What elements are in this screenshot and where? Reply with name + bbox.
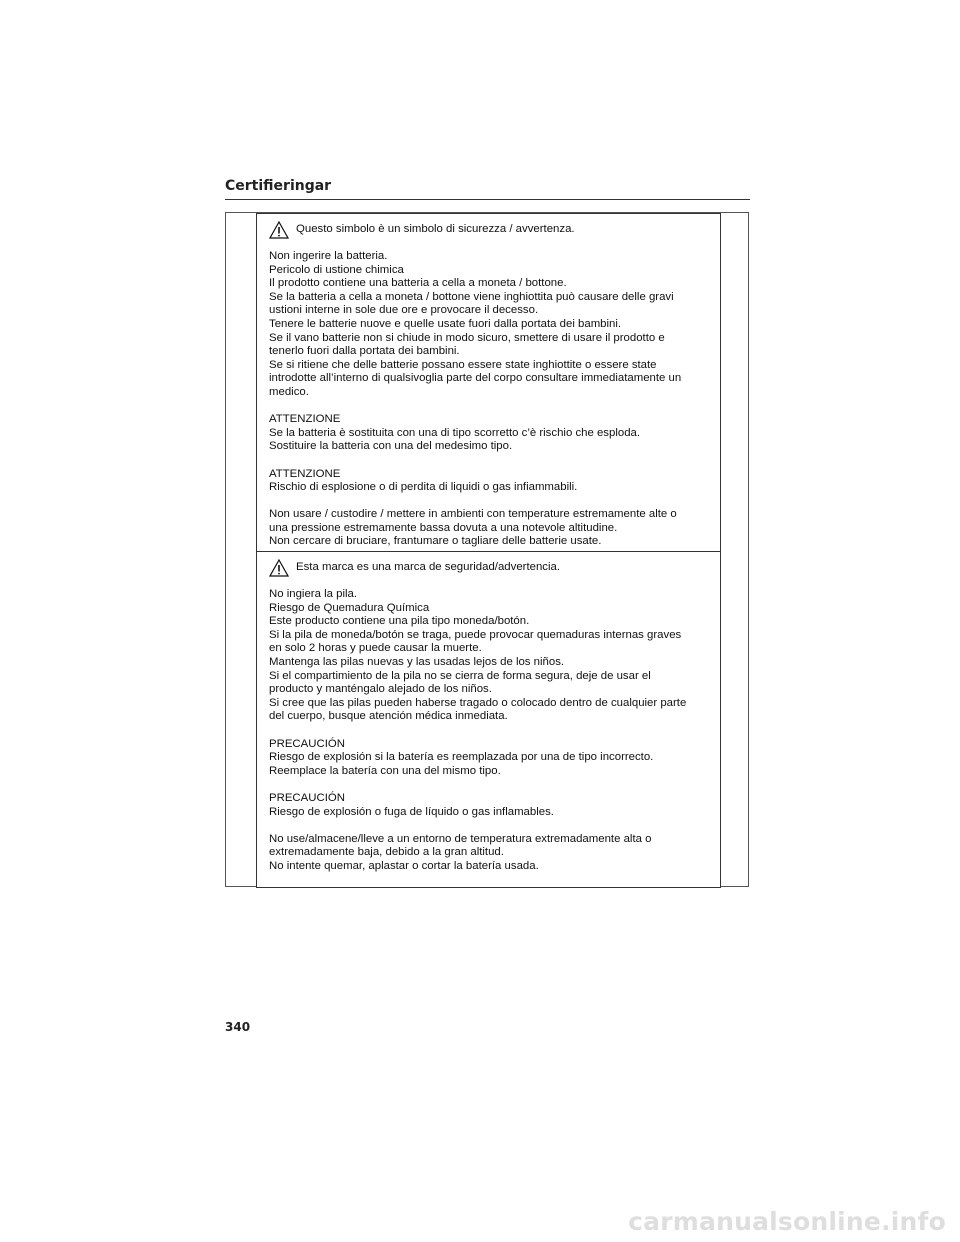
paragraph [269, 833, 712, 874]
text-line: Mantenga las pilas nuevas y las usadas lejos de los niños. [269, 655, 565, 668]
text-line: Non usare / custodire / mettere in ambienti con temperature estremamente alte o [269, 508, 677, 521]
text-line: ustioni interne in sole due ore e provocare il decesso. [269, 304, 539, 317]
text-line: producto y manténgalo alejado de los niños. [269, 683, 492, 696]
text-line: Se la batteria a cella a moneta / bottone viene inghiottita può causare delle gravi [269, 290, 674, 303]
text-line: Non cercare di bruciare, frantumare o tagliare delle batterie usate. [269, 535, 602, 548]
text-line: Si la pila de moneda/botón se traga, puede provocar quemaduras internas graves [269, 628, 682, 641]
watermark: carmanualsonline.info [628, 1207, 946, 1236]
text-line: del cuerpo, busque atención médica inmediata. [269, 710, 508, 723]
text-line: Reemplace la batería con una del mismo tipo. [269, 764, 501, 777]
text-line: PRECAUCIÓN [269, 737, 345, 750]
text-line: No ingiera la pila. [269, 588, 358, 600]
safety-warning-table [256, 213, 721, 888]
text-line: medico. [269, 385, 309, 398]
text-line: Se il vano batterie non si chiude in modo sicuro, smettere di usare il prodotto e [269, 331, 665, 344]
paragraph [269, 738, 712, 779]
page-title: Certifieringar [225, 178, 332, 194]
text-line: Riesgo de explosión o fuga de líquido o gas inflamables. [269, 805, 554, 818]
text-line: una pressione estremamente bassa dovuta a una notevole altitudine. [269, 521, 618, 534]
text-line: Tenere le batterie nuove e quelle usate fuori dalla portata dei bambini. [269, 317, 622, 330]
text-line: Se si ritiene che delle batterie possano essere state inghiottite o essere state [269, 358, 657, 371]
text-line: Riesgo de explosión si la batería es reemplazada por una de tipo incorrecto. [269, 751, 654, 764]
text-line: introdotte all’interno di qualsivoglia parte del corpo consultare immediatamente un [269, 372, 682, 385]
text-line: tenerlo fuori dalla portata dei bambini. [269, 345, 460, 358]
italian-warning-section [257, 214, 720, 552]
spanish-warning-section [257, 552, 720, 888]
text-line: Rischio di esplosione o di perdita di liquidi o gas infiammabili. [269, 481, 578, 494]
text-line: No intente quemar, aplastar o cortar la batería usada. [269, 859, 539, 872]
text-line: Pericolo di ustione chimica [269, 263, 404, 276]
paragraph [269, 508, 712, 549]
text-line: Sostituire la batteria con una del medesimo tipo. [269, 440, 513, 453]
text-line: en solo 2 horas y puede causar la muerte. [269, 642, 482, 655]
page-number: 340 [225, 1020, 251, 1034]
text-line: Este producto contiene una pila tipo moneda/botón. [269, 615, 530, 628]
text-line: ATTENZIONE [269, 413, 341, 426]
paragraph [269, 468, 712, 495]
text-line: Si el compartimiento de la pila no se cierra de forma segura, deje de usar el [269, 669, 651, 682]
warning-line-spanish [269, 558, 712, 578]
text-line: No use/almacene/lleve a un entorno de temperatura extremadamente alta o [269, 832, 652, 845]
warning-symbol-text: Questo simbolo è un simbolo di sicurezza / avvertenza. [296, 223, 575, 236]
text-line: extremadamente baja, debido a la gran altitud. [269, 846, 504, 859]
title-divider [225, 199, 750, 200]
paragraph [269, 250, 712, 400]
text-line: ATTENZIONE [269, 467, 341, 480]
text-line: Se la batteria è sostituita con una di tipo scorretto c’è rischio che esploda. [269, 426, 641, 439]
text-line: Non ingerire la batteria. [269, 250, 388, 262]
text-line: Si cree que las pilas pueden haberse tragado o colocado dentro de cualquier parte [269, 696, 687, 709]
warning-triangle-icon [269, 221, 289, 239]
text-line: Il prodotto contiene una batteria a cella a moneta / bottone. [269, 277, 567, 290]
warning-line-italian [269, 220, 712, 240]
paragraph [269, 413, 712, 454]
text-line: Riesgo de Quemadura Química [269, 601, 430, 614]
paragraph [269, 588, 712, 724]
text-line: PRECAUCIÓN [269, 791, 345, 804]
warning-symbol-text: Esta marca es una marca de seguridad/advertencia. [296, 561, 561, 574]
paragraph [269, 792, 712, 819]
warning-triangle-icon [269, 559, 289, 577]
